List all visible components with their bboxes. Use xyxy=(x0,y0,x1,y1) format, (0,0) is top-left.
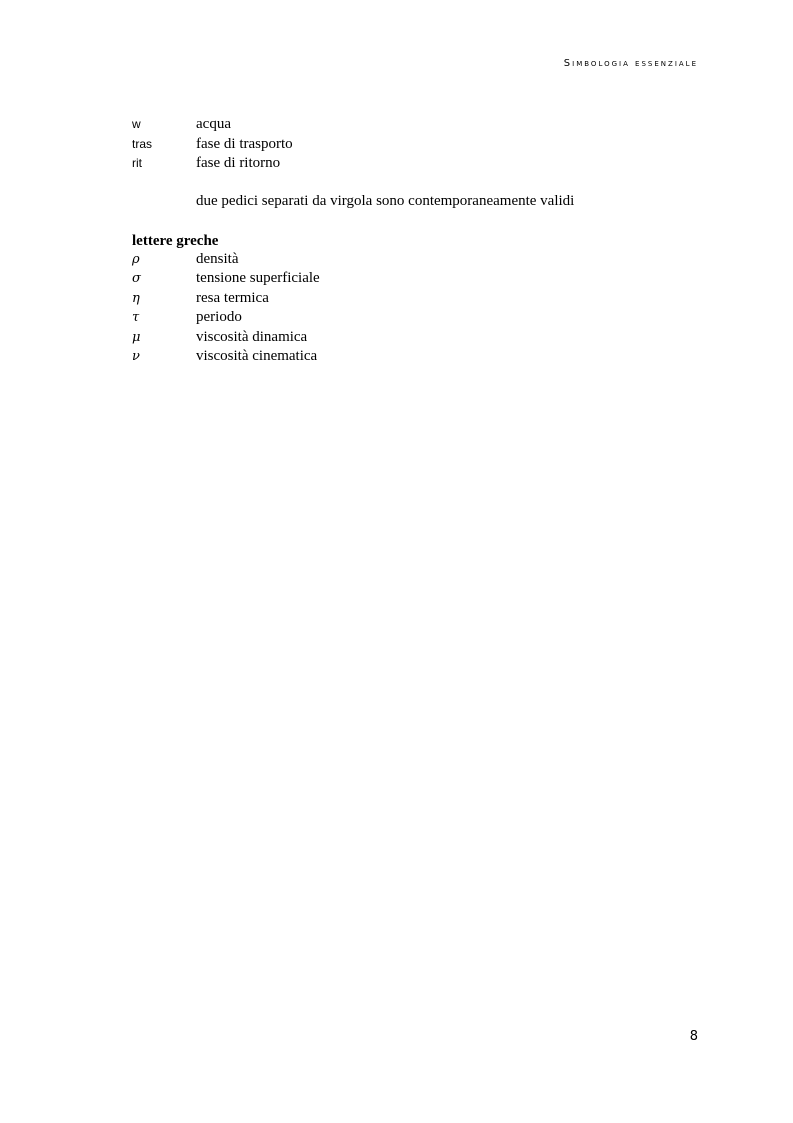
greek-description: viscosità dinamica xyxy=(196,328,308,345)
subscript-description: fase di ritorno xyxy=(196,155,281,171)
subscript-description: acqua xyxy=(196,116,231,132)
greek-section-heading: lettere greche xyxy=(132,232,219,249)
greek-symbol: ρ xyxy=(132,251,140,267)
greek-description: periodo xyxy=(196,309,242,325)
subscript-row xyxy=(132,116,702,136)
greek-row xyxy=(132,348,702,368)
running-title: Simbologia essenziale xyxy=(563,58,698,69)
greek-row xyxy=(132,309,702,329)
subscript-row xyxy=(132,155,702,175)
greek-symbol: μ xyxy=(132,329,141,345)
greek-row xyxy=(132,329,702,349)
subscript-symbol: tras xyxy=(132,136,153,151)
greek-description: densità xyxy=(196,250,239,267)
subscript-note: due pedici separati da virgola sono contemporaneamente validi xyxy=(196,192,575,209)
subscript-symbol: rit xyxy=(132,156,142,170)
page-number: 8 xyxy=(689,1029,698,1044)
greek-description: viscosità cinematica xyxy=(196,348,318,364)
subscript-symbol: w xyxy=(132,117,141,131)
greek-symbol: η xyxy=(132,290,140,306)
greek-symbol: ν xyxy=(132,349,140,364)
greek-symbol: τ xyxy=(132,310,140,325)
greek-row xyxy=(132,290,702,310)
subscript-row xyxy=(132,136,702,156)
running-header xyxy=(564,58,698,69)
greek-description: resa termica xyxy=(196,289,269,306)
greek-description: tensione superficiale xyxy=(196,270,320,286)
greek-row xyxy=(132,270,702,290)
greek-symbol: σ xyxy=(132,271,141,286)
greek-row xyxy=(132,251,702,271)
symbol-list xyxy=(132,116,702,368)
subscript-description: fase di trasporto xyxy=(196,135,293,152)
